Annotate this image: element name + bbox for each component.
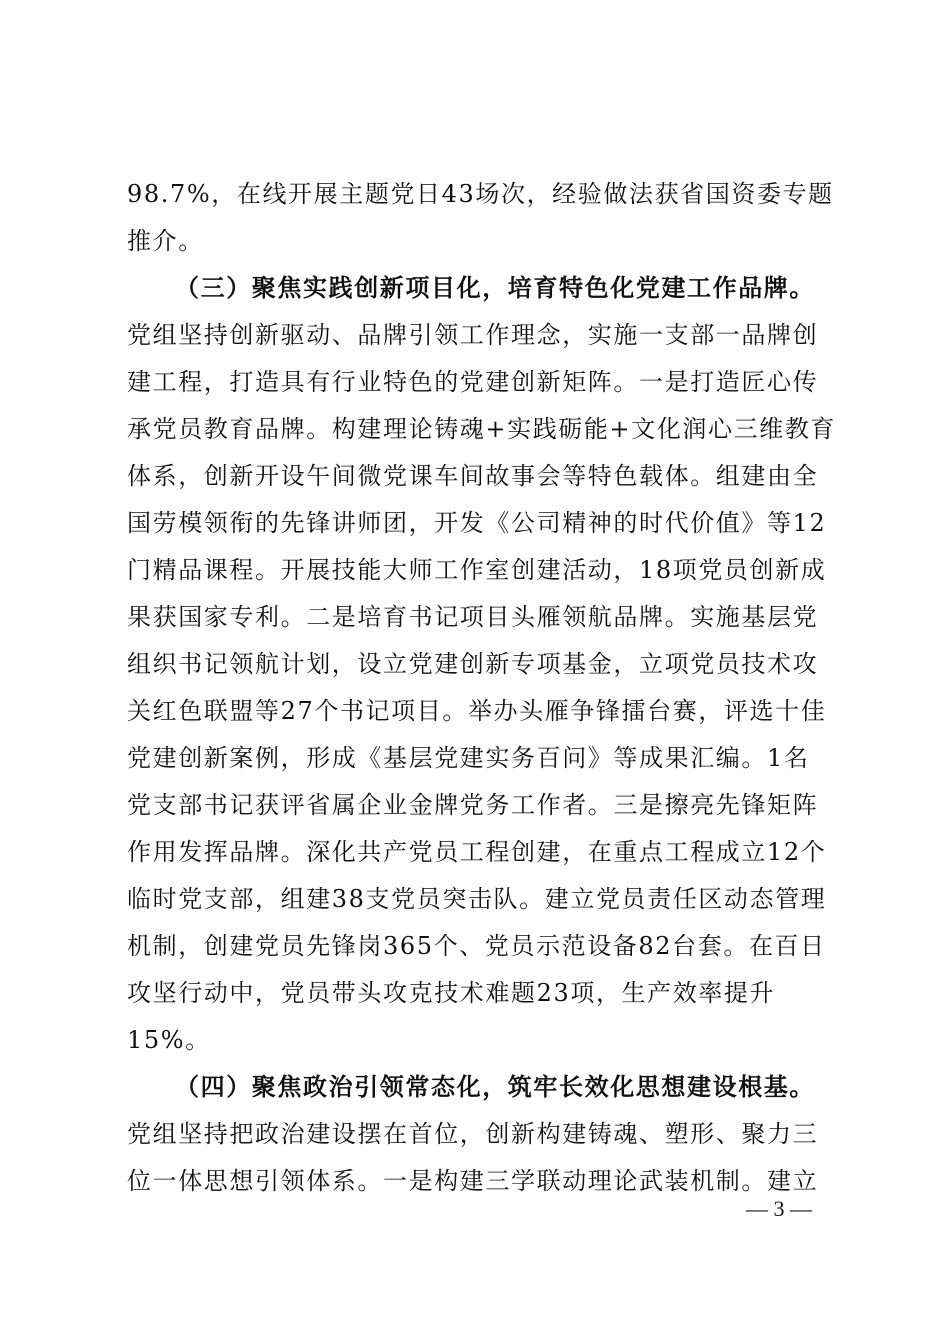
text-line: 党组坚持把政治建设摆在首位，创新构建铸魂、塑形、聚力三 bbox=[127, 1120, 819, 1148]
text-line: 党支部书记获评省属企业金牌党务工作者。三是擦亮先锋矩阵 bbox=[127, 791, 819, 819]
text-line: 98.7%，在线开展主题党日43场次，经验做法获省国资委专题 bbox=[127, 180, 834, 208]
text-line: 建工程，打造具有行业特色的党建创新矩阵。一是打造匠心传 bbox=[127, 368, 819, 396]
text-line: 组织书记领航计划，设立党建创新专项基金，立项党员技术攻 bbox=[127, 650, 819, 678]
text-line: 国劳模领衔的先锋讲师团，开发《公司精神的时代价值》等12 bbox=[127, 509, 827, 537]
text-line: 机制，创建党员先锋岗365个、党员示范设备82台套。在百日 bbox=[127, 932, 826, 960]
text-line: 体系，创新开设午间微党课车间故事会等特色载体。组建由全 bbox=[127, 462, 819, 490]
section-heading: （四）聚焦政治引领常态化，筑牢长效化思想建设根基。 bbox=[175, 1072, 815, 1101]
text-line: 推介。 bbox=[127, 227, 204, 255]
text-line: 门精品课程。开展技能大师工作室创建活动，18项党员创新成 bbox=[127, 556, 827, 584]
text-line: 党建创新案例，形成《基层党建实务百问》等成果汇编。1名 bbox=[127, 744, 810, 772]
text-line: 15%。 bbox=[127, 1026, 211, 1054]
text-line: 关红色联盟等27个书记项目。举办头雁争锋擂台赛，评选十佳 bbox=[127, 697, 827, 725]
text-line: 临时党支部，组建38支党员突击队。建立党员责任区动态管理 bbox=[127, 885, 827, 913]
page-number: — 3 — bbox=[746, 1196, 812, 1221]
text-line: 位一体思想引领体系。一是构建三学联动理论武装机制。建立 bbox=[127, 1167, 819, 1195]
text-line: 党组坚持创新驱动、品牌引领工作理念，实施一支部一品牌创 bbox=[127, 321, 819, 349]
text-line: 作用发挥品牌。深化共产党员工程创建，在重点工程成立12个 bbox=[127, 838, 827, 866]
text-line: 承党员教育品牌。构建理论铸魂+实践砺能+文化润心三维教育 bbox=[127, 415, 837, 443]
text-line: 果获国家专利。二是培育书记项目头雁领航品牌。实施基层党 bbox=[127, 603, 819, 631]
text-line: 攻坚行动中，党员带头攻克技术难题23项，生产效率提升 bbox=[127, 979, 776, 1007]
section-heading: （三）聚焦实践创新项目化，培育特色化党建工作品牌。 bbox=[175, 273, 815, 302]
